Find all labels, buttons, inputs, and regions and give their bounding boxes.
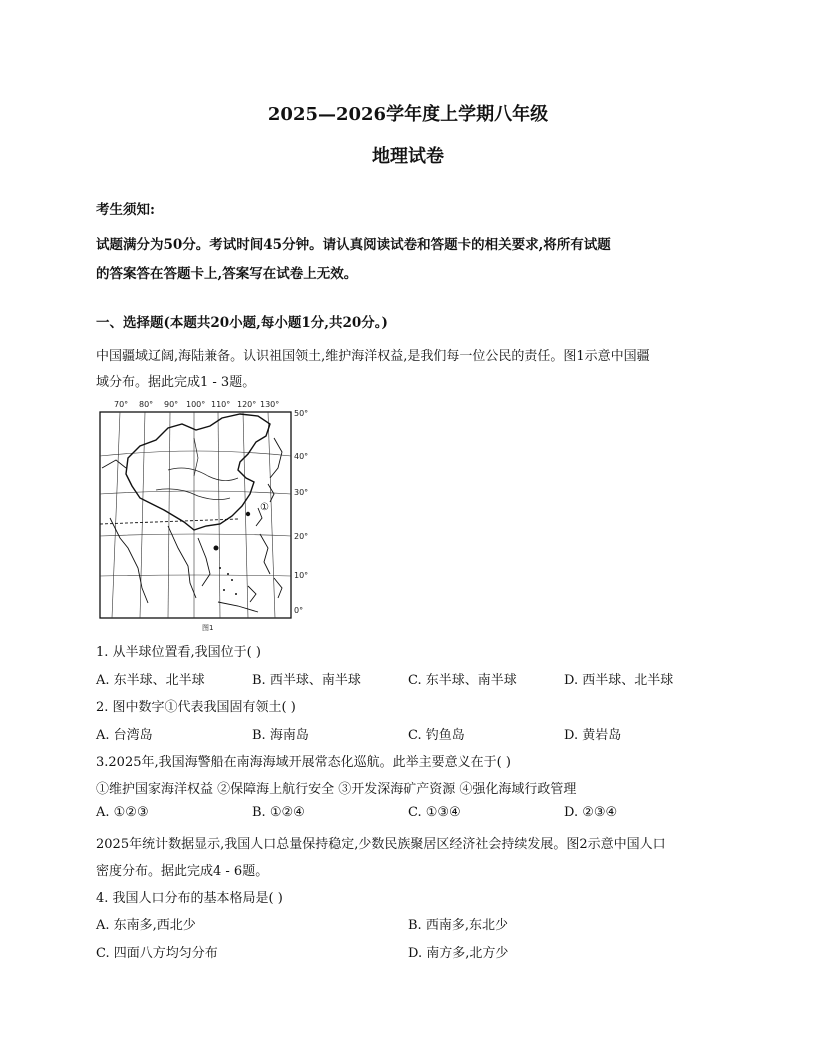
figure-caption: 图1 [202,624,214,632]
lon-label: 100° [186,400,206,409]
question-3-stem: 3.2025年,我国海警船在南海海域开展常态化巡航。此举主要意义在于( ) [96,755,511,770]
q2-option-c: C. 钓鱼岛 [408,728,465,743]
exam-title: 2025—2026学年度上学期八年级 [267,104,549,125]
figure-1-map [98,398,320,633]
question-2-stem: 2. 图中数字①代表我国固有领土( ) [96,700,296,715]
lat-label: 40° [294,452,309,461]
question-1-stem: 1. 从半球位置看,我国位于( ) [96,645,261,660]
lat-label: 0° [294,606,304,615]
lon-label: 120° [237,400,257,409]
intro-paragraph-line-1: 中国疆域辽阔,海陆兼备。认识祖国领土,维护海洋权益,是我们每一位公民的责任。图1示意中国疆 [96,349,650,364]
notice-heading: 考生须知: [96,202,155,218]
lon-label: 90° [164,400,179,409]
q2-option-d: D. 黄岩岛 [564,728,622,743]
intro2-line-1: 2025年统计数据显示,我国人口总量保持稳定,少数民族聚居区经济社会持续发展。图2示意中国人口 [96,837,666,852]
q1-option-b: B. 西半球、南半球 [252,673,361,688]
lon-label: 70° [114,400,129,409]
notice-line-1: 试题满分为50分。考试时间45分钟。请认真阅读试卷和答题卡的相关要求,将所有试题 [96,237,611,253]
question-3-statements: ①维护国家海洋权益 ②保障海上航行安全 ③开发深海矿产资源 ④强化海域行政管理 [96,782,577,797]
notice-line-2: 的答案答在答题卡上,答案写在试卷上无效。 [96,266,358,282]
q1-option-c: C. 东半球、南半球 [408,673,517,688]
q2-option-a: A. 台湾岛 [96,728,153,743]
q4-option-a: A. 东南多,西北少 [96,918,196,933]
question-4-stem: 4. 我国人口分布的基本格局是( ) [96,891,283,906]
intro2-line-2: 密度分布。据此完成4 - 6题。 [96,864,269,879]
lat-label: 50° [294,409,309,418]
q1-option-a: A. 东半球、北半球 [96,673,205,688]
q3-option-c: C. ①③④ [408,805,461,820]
lat-label: 20° [294,532,309,541]
q1-option-d: D. 西半球、北半球 [564,673,674,688]
q4-option-c: C. 四面八方均匀分布 [96,946,218,961]
q4-option-b: B. 西南多,东北少 [408,918,508,933]
q3-option-d: D. ②③④ [564,805,618,820]
intro-paragraph-line-2: 域分布。据此完成1 - 3题。 [96,375,256,390]
lat-label: 30° [294,488,309,497]
map-marker-1: ① [260,502,269,513]
lon-label: 80° [139,400,154,409]
exam-subtitle: 地理试卷 [372,146,444,167]
q2-option-b: B. 海南岛 [252,728,309,743]
section-heading: 一、选择题(本题共20小题,每小题1分,共20分。) [96,315,388,331]
q4-option-d: D. 南方多,北方少 [408,946,509,961]
lat-label: 10° [294,571,309,580]
q3-option-a: A. ①②③ [96,805,149,820]
q3-option-b: B. ①②④ [252,805,305,820]
lon-label: 110° [211,400,231,409]
lon-label: 130° [260,400,280,409]
